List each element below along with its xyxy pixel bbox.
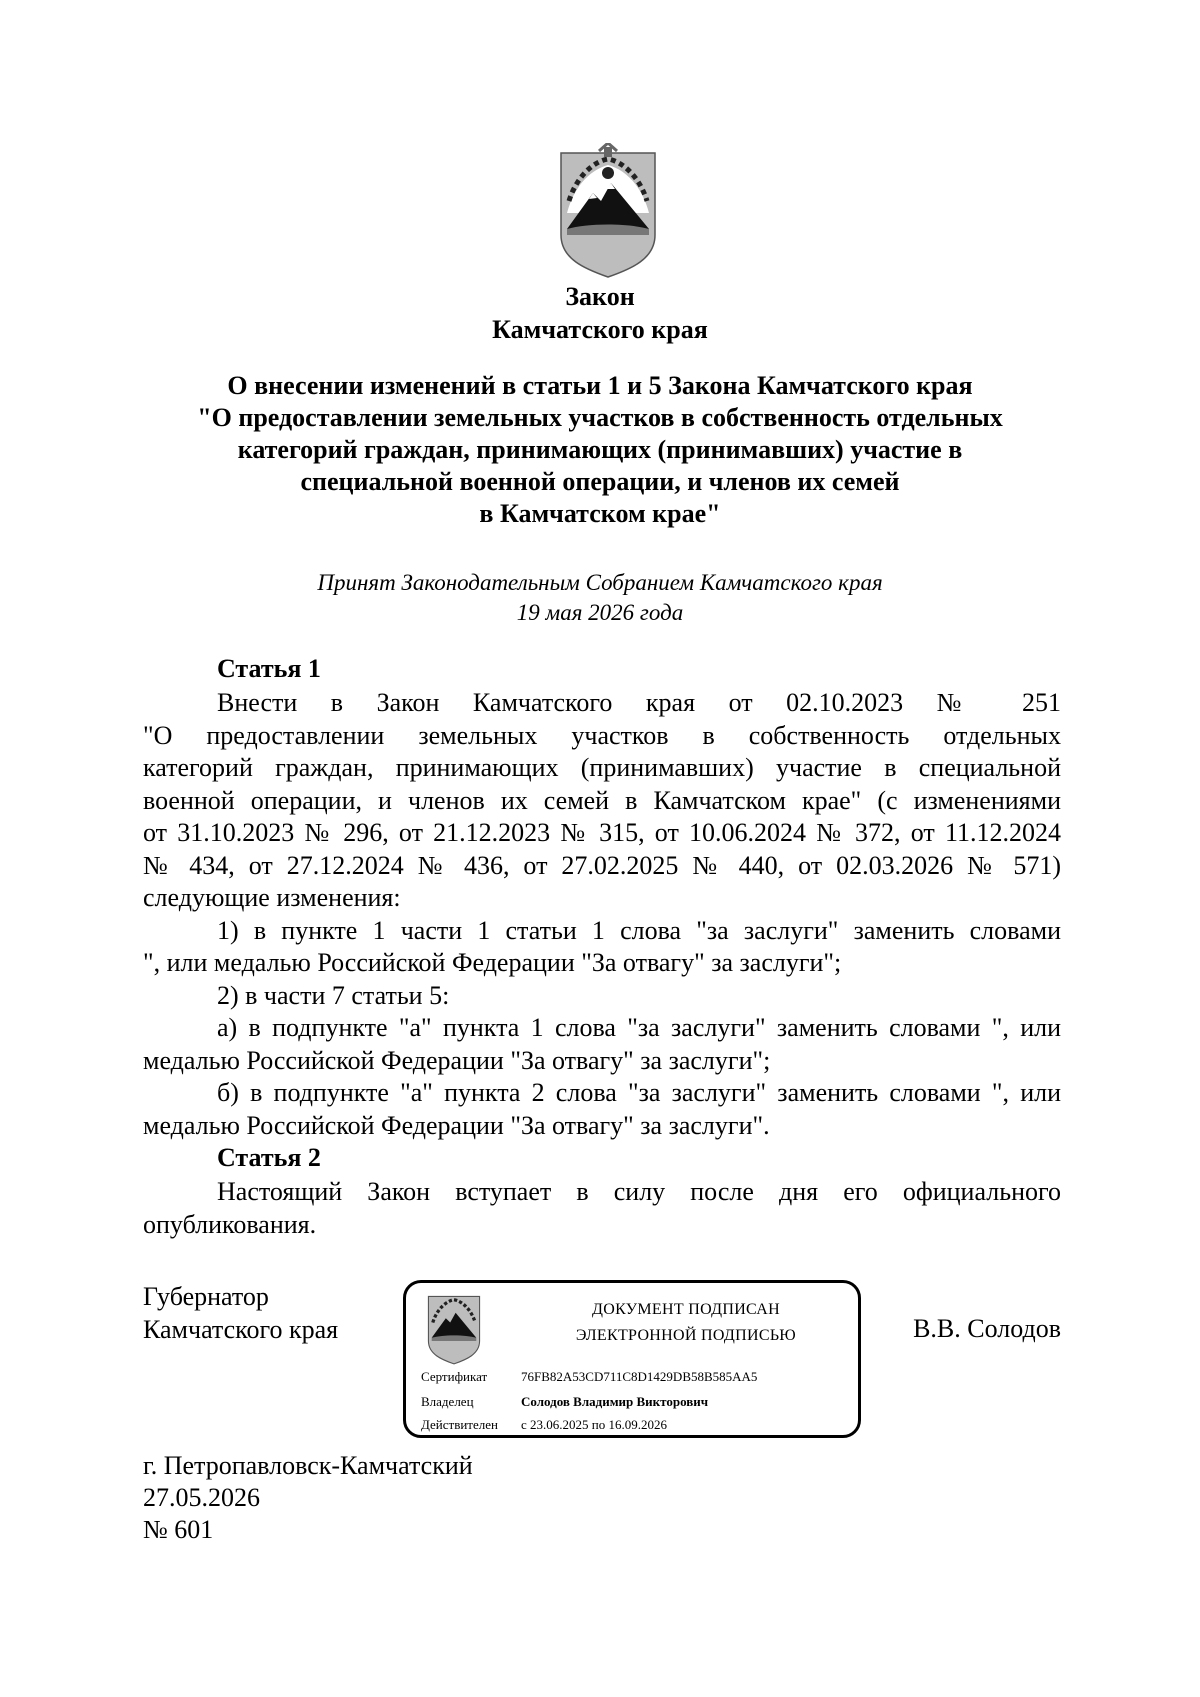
paragraph-line: ", или медалью Российской Федерации "За отвагу" за заслуги";	[143, 948, 842, 977]
subject-line: специальной военной операции, и членов их семей	[300, 467, 900, 496]
document-type: Закон	[565, 282, 635, 311]
validity-label: Действителен	[421, 1417, 498, 1432]
adoption-note	[0, 568, 1200, 628]
kamchatka-coat-of-arms-icon	[421, 1291, 487, 1365]
subject-line: О внесении изменений в статьи 1 и 5 Закона Камчатского края	[227, 371, 973, 400]
paragraph-line: а) в подпункте "а" пункта 1 слова "за заслуги" заменить словами ", или	[217, 1013, 1061, 1042]
paragraph-line: "О предоставлении земельных участков в собственность отдельных	[143, 720, 1061, 750]
law-subject	[0, 370, 1200, 530]
city: г. Петропавловск-Камчатский	[143, 1451, 473, 1480]
adoption-line: Принят Законодательным Собранием Камчатского края	[317, 570, 883, 595]
subject-line: в Камчатском крае"	[479, 499, 721, 528]
kamchatka-coat-of-arms-icon	[553, 143, 663, 279]
certificate-value: 76FB82A53CD711C8D1429DB58B585AA5	[521, 1369, 758, 1384]
signatory-position: Губернатор	[143, 1282, 269, 1311]
owner-value: Солодов Владимир Викторович	[521, 1394, 709, 1409]
signatory-region: Камчатского края	[143, 1315, 339, 1344]
validity-value: с 23.06.2025 по 16.09.2026	[521, 1417, 667, 1432]
paragraph-line: 1) в пункте 1 части 1 статьи 1 слова "за заслуги" заменить словами	[217, 915, 1061, 945]
paragraph-line: медалью Российской Федерации "За отвагу" за заслуги";	[143, 1045, 771, 1075]
electronic-signature-stamp	[403, 1280, 861, 1438]
article-1-heading: Статья 1	[217, 654, 321, 683]
place-date-number	[143, 1450, 473, 1546]
law-number: № 601	[143, 1515, 214, 1544]
paragraph-line: Внести в Закон Камчатского края от 02.10.2023 № 251	[217, 688, 1061, 717]
paragraph-line: категорий граждан, принимающих (принимавших) участие в специальной	[143, 753, 1061, 782]
validity-row	[421, 1417, 667, 1433]
adoption-date: 19 мая 2026 года	[516, 600, 684, 625]
stamp-heading: ДОКУМЕНТ ПОДПИСАН	[592, 1301, 780, 1318]
paragraph-line: 2) в части 7 статьи 5:	[217, 980, 450, 1010]
signatory-name: В.В. Солодов	[913, 1314, 1061, 1343]
stamp-heading: ЭЛЕКТРОННОЙ ПОДПИСЬЮ	[575, 1327, 797, 1344]
subject-line: "О предоставлении земельных участков в собственность отдельных	[197, 403, 1003, 432]
issuing-region: Камчатского края	[492, 315, 708, 344]
signing-date: 27.05.2026	[143, 1483, 260, 1512]
paragraph-line: б) в подпункте "а" пункта 2 слова "за заслуги" заменить словами ", или	[217, 1078, 1061, 1107]
paragraph-line: от 31.10.2023 № 296, от 21.12.2023 № 315, от 10.06.2024 № 372, от 11.12.2024	[143, 818, 1061, 847]
article-1-text	[143, 687, 1061, 1142]
signatory-title	[143, 1280, 338, 1346]
owner-row	[421, 1394, 708, 1410]
article-2-heading: Статья 2	[217, 1143, 321, 1172]
paragraph-line: Настоящий Закон вступает в силу после дня его официального	[217, 1177, 1061, 1206]
paragraph-line: № 434, от 27.12.2024 № 436, от 27.02.2025 № 440, от 02.03.2026 № 571)	[143, 850, 1061, 880]
article-2-text	[143, 1176, 1061, 1241]
certificate-label: Сертификат	[421, 1369, 488, 1384]
certificate-row	[421, 1369, 757, 1385]
paragraph-line: медалью Российской Федерации "За отвагу" за заслуги".	[143, 1110, 770, 1140]
paragraph-line: опубликования.	[143, 1209, 317, 1239]
owner-label: Владелец	[421, 1394, 474, 1409]
paragraph-line: следующие изменения:	[143, 883, 401, 912]
subject-line: категорий граждан, принимающих (принимавших) участие в	[237, 435, 963, 464]
paragraph-line: военной операции, и членов их семей в Камчатском крае" (с изменениями	[143, 785, 1061, 815]
